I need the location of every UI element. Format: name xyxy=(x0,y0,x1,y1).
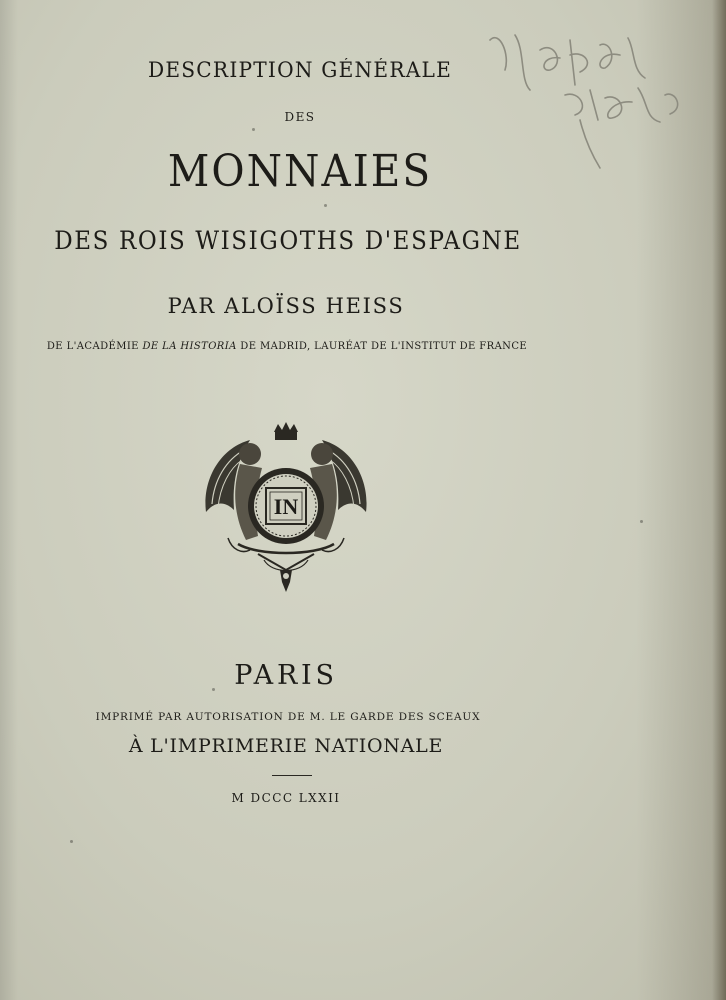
paper-speck xyxy=(212,688,215,691)
affiliation-prefix: DE L'ACADÉMIE xyxy=(46,341,143,352)
paper-speck xyxy=(252,128,255,131)
printers-mark-icon xyxy=(198,420,374,596)
emblem-monogram: IN xyxy=(273,494,299,519)
main-title: MONNAIES xyxy=(167,146,433,197)
printer-name: À L'IMPRIMERIE NATIONALE xyxy=(128,735,444,757)
page-edge-shadow xyxy=(712,0,726,1000)
description-title: DESCRIPTION GÉNÉRALE xyxy=(147,58,453,82)
imprint-place: PARIS xyxy=(234,660,338,691)
author-line: PAR ALOÏSS HEISS xyxy=(167,294,405,318)
imprint-note: IMPRIMÉ PAR AUTORISATION DE M. LE GARDE DES SCEAUX xyxy=(95,711,481,723)
author-affiliation xyxy=(0,341,587,352)
paper-speck xyxy=(324,204,327,207)
connector-des: DES xyxy=(284,110,316,124)
affiliation-italic: DE LA HISTORIA xyxy=(142,341,237,352)
publication-year: M DCCC LXXII xyxy=(231,791,341,805)
divider-rule xyxy=(272,775,312,776)
subtitle: DES ROIS WISIGOTHS D'ESPAGNE xyxy=(54,226,522,255)
paper-speck xyxy=(640,520,643,523)
affiliation-suffix: DE MADRID, LAURÉAT DE L'INSTITUT DE FRANCE xyxy=(236,341,528,352)
paper-speck xyxy=(70,840,73,843)
